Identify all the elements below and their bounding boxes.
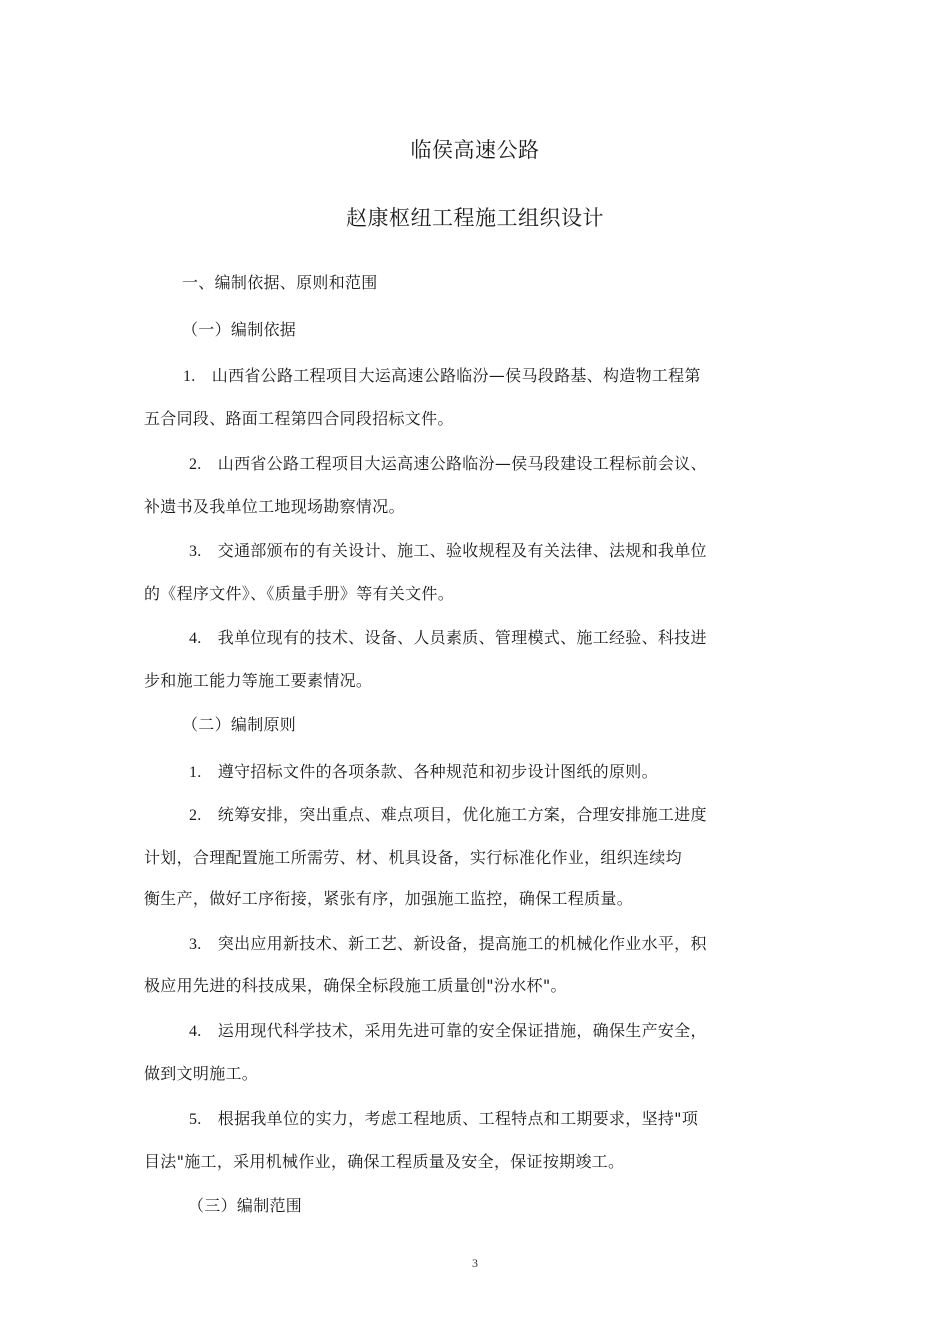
principle-item-2-cont2: 衡生产，做好工序衔接，紧张有序，加强施工监控，确保工程质量。 — [144, 889, 634, 908]
principle-item-3-cont: 极应用先进的科技成果，确保全标段施工质量创"汾水杯"。 — [144, 976, 567, 995]
basis-item-4 — [189, 625, 707, 648]
item-text: 交通部颁布的有关设计、施工、验收规程及有关法律、法规和我单位 — [217, 541, 707, 560]
item-number: 2. — [189, 807, 202, 824]
principle-item-1 — [189, 759, 658, 782]
item-text: 统筹安排，突出重点、难点项目，优化施工方案，合理安排施工进度 — [217, 805, 707, 824]
basis-item-2 — [189, 451, 707, 474]
item-text: 山西省公路工程项目大运高速公路临汾—侯马段建设工程标前会议、 — [217, 454, 707, 473]
item-number: 4. — [189, 1023, 202, 1040]
basis-item-2-cont: 补遗书及我单位工地现场勘察情况。 — [144, 497, 405, 516]
principle-item-4 — [189, 1018, 707, 1041]
item-number: 2. — [189, 456, 202, 473]
item-number: 3. — [189, 543, 202, 560]
item-text: 山西省公路工程项目大运高速公路临汾—侯马段路基、构造物工程第 — [211, 366, 701, 385]
principle-item-3 — [189, 931, 707, 954]
subsection-heading-scope: （三）编制范围 — [188, 1196, 303, 1215]
item-text: 我单位现有的技术、设备、人员素质、管理模式、施工经验、科技进 — [217, 628, 707, 647]
item-text: 运用现代科学技术，采用先进可靠的安全保证措施，确保生产安全， — [217, 1021, 707, 1040]
subsection-heading-basis: （一）编制依据 — [182, 320, 297, 339]
item-text: 突出应用新技术、新工艺、新设备，提高施工的机械化作业水平，积 — [217, 934, 707, 953]
subsection-heading-principles: （二）编制原则 — [182, 715, 297, 734]
basis-item-1 — [183, 363, 701, 386]
basis-item-3 — [189, 538, 707, 561]
principle-item-5-cont: 目法"施工，采用机械作业，确保工程质量及安全，保证按期竣工。 — [144, 1152, 625, 1171]
item-number: 5. — [189, 1111, 202, 1128]
item-text: 遵守招标文件的各项条款、各种规范和初步设计图纸的原则。 — [217, 762, 658, 781]
item-number: 1. — [189, 764, 202, 781]
principle-item-4-cont: 做到文明施工。 — [144, 1064, 259, 1083]
item-number: 3. — [189, 936, 202, 953]
item-text: 根据我单位的实力，考虑工程地质、工程特点和工期要求，坚持"项 — [217, 1109, 699, 1128]
document-title-line2: 赵康枢纽工程施工组织设计 — [346, 206, 604, 230]
page-number: 3 — [472, 1256, 478, 1270]
principle-item-2 — [189, 802, 707, 825]
item-number: 1. — [183, 368, 196, 385]
document-title-line1: 临侯高速公路 — [410, 138, 540, 162]
basis-item-4-cont: 步和施工能力等施工要素情况。 — [144, 671, 373, 690]
section-heading: 一、编制依据、原则和范围 — [182, 273, 378, 292]
basis-item-3-cont: 的《程序文件》、《质量手册》等有关文件。 — [144, 584, 455, 603]
item-number: 4. — [189, 630, 202, 647]
basis-item-1-cont: 五合同段、路面工程第四合同段招标文件。 — [144, 409, 454, 428]
principle-item-2-cont: 计划，合理配置施工所需劳、材、机具设备，实行标准化作业，组织连续均 — [144, 848, 682, 867]
principle-item-5 — [189, 1106, 698, 1129]
